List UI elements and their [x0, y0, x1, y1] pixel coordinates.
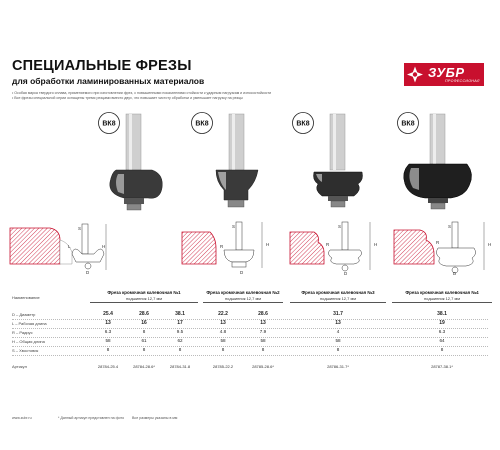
g4c1-l: 19 — [439, 320, 445, 326]
feature-bullet-1-text: Особая марка твердого сплава, применяемого при изготовлении фрез, с повышенными показателями стойкости к ударным нагрузкам и износостойкости — [14, 91, 272, 95]
zubr-logo — [404, 63, 484, 86]
footer-units: Все размеры указаны в мм — [132, 416, 178, 420]
profile-diagram-3 — [284, 218, 392, 276]
group-1-subtitle: подшипник 12,7 мм — [126, 296, 162, 301]
footer-site: www.zubr.ru — [12, 416, 32, 420]
bk8-badge-2-icon — [191, 112, 213, 134]
group-4-title: Фреза кромочная калевочная №4 — [405, 290, 479, 295]
bk8-badge-4-text: ВК8 — [401, 120, 415, 128]
page-subtitle: для обработки ламинированных материалов — [12, 76, 205, 86]
g1c3-r: 9.5 — [176, 329, 184, 334]
g2c1-s: 8 — [221, 347, 225, 352]
diagram-3-s-label: S — [338, 224, 342, 229]
feature-bullet-1: • Особая марка твердого сплава, применяемого при изготовлении фрез, с повышенными показателями стойкости к ударным нагрузкам и износостойкости — [12, 91, 272, 95]
diagram-1-l-label: L — [68, 244, 71, 249]
diagram-2-d-label: D — [240, 270, 244, 275]
g1c1-d: 25.4 — [103, 311, 113, 317]
g4c1-h: 64 — [439, 338, 445, 343]
bk8-badge-2-text: ВК8 — [195, 120, 209, 128]
g4c1-article: 28787-38.1* — [431, 364, 453, 369]
group-3-subtitle: подшипник 12,7 мм — [320, 296, 356, 301]
g3c1-d: 31.7 — [333, 311, 343, 317]
g3c1-l: 13 — [335, 320, 341, 326]
row-label-diameter: D – Диаметр — [12, 312, 36, 317]
g3c1-s: 8 — [336, 347, 340, 352]
profile-diagram-4 — [390, 218, 498, 276]
feature-bullets — [12, 91, 392, 101]
g1c3-s: 8 — [178, 347, 182, 352]
diagram-1-h-label: H — [102, 244, 106, 249]
group-2-title: Фреза кромочная калевочная №2 — [206, 290, 280, 295]
row-label-name: Наименование — [12, 295, 40, 300]
g1c2-r: 8 — [142, 329, 146, 334]
g1c2-d: 28.6 — [139, 311, 149, 317]
group-4-subtitle: подшипник 12,7 мм — [424, 296, 460, 301]
page-title: СПЕЦИАЛЬНЫЕ ФРЕЗЫ — [12, 58, 192, 74]
bk8-badge-3-text: ВК8 — [296, 120, 310, 128]
diagram-4-h-label: H — [488, 242, 492, 247]
g3c1-h: 58 — [335, 338, 341, 343]
group-2-divider — [203, 302, 283, 303]
spec-group-1 — [90, 290, 198, 380]
diagram-3-r-label: R — [326, 242, 330, 247]
g1c2-l: 16 — [141, 320, 147, 326]
group-1-title: Фреза кромочная калевочная №1 — [107, 290, 181, 295]
diagram-2-s-label: S — [232, 224, 236, 229]
g1c2-article: 28784-28.6* — [133, 364, 155, 369]
g1c3-l: 17 — [177, 320, 183, 326]
group-1-divider — [90, 302, 198, 303]
g4c1-s: 8 — [440, 347, 444, 352]
g3c1-article: 28786-31.7* — [327, 364, 349, 369]
g2c1-h: 58 — [220, 338, 226, 343]
diagram-2-h-label: H — [266, 242, 270, 247]
diagram-2-r-label: R — [220, 244, 224, 249]
g1c1-l: 13 — [105, 320, 111, 326]
g1c1-r: 6.3 — [104, 329, 112, 334]
logo-subtext: ПРОФЕССИОНАЛ — [445, 79, 480, 83]
g2c1-article: 28785-22.2 — [212, 364, 234, 369]
g1c2-s: 8 — [142, 347, 146, 352]
spec-group-2 — [203, 290, 283, 380]
bk8-badge-1-text: ВК8 — [102, 120, 116, 128]
profile-diagram-1 — [2, 218, 110, 276]
profile-diagram-2 — [176, 218, 284, 276]
g2c2-d: 28.6 — [258, 311, 268, 317]
g4c1-r: 6.3 — [438, 329, 446, 334]
row-label-radius: R – Радиус — [12, 330, 33, 335]
g1c3-h: 62 — [177, 338, 183, 343]
g1c1-article: 28784-25.4 — [97, 364, 119, 369]
g2c1-d: 22.2 — [218, 311, 228, 317]
g2c2-h: 58 — [260, 338, 266, 343]
g1c2-h: 61 — [141, 338, 147, 343]
g2c2-article: 28785-28.6* — [252, 364, 274, 369]
bk8-badge-4-icon — [397, 112, 419, 134]
spec-group-3 — [290, 290, 386, 380]
logo-text: ЗУБР — [428, 65, 465, 80]
bk8-badge-1-icon — [98, 112, 120, 134]
feature-bullet-2: • Все фрезы специальной серии оснащены тремя резцами вместо двух, что повышает чистоту обработки и уменьшает нагрузку на резцы — [12, 95, 243, 100]
group-3-title: Фреза кромочная калевочная №3 — [301, 290, 375, 295]
row-label-shank: S – Хвостовик — [12, 348, 39, 353]
g4c1-d: 38.1 — [437, 311, 447, 317]
g2c2-s: 8 — [261, 347, 265, 352]
g1c3-d: 38.1 — [175, 311, 185, 317]
row-label-total-length: H – Общая длина — [12, 339, 45, 344]
diagram-1-s-label: S — [78, 226, 82, 231]
diagram-3-d-label: D — [344, 271, 348, 276]
g2c1-r: 4.8 — [219, 329, 227, 334]
row-label-working-length: L – Рабочая длина — [12, 321, 47, 326]
diagram-4-d-label: D — [453, 271, 457, 276]
g1c1-s: 8 — [106, 347, 110, 352]
g2c2-r: 7.9 — [259, 329, 267, 334]
diagram-4-r-label: R — [436, 240, 440, 245]
g3c1-r: 4 — [336, 329, 340, 334]
spec-group-4 — [392, 290, 492, 380]
feature-bullet-2-text: Все фрезы специальной серии оснащены тремя резцами вместо двух, что повышает чистоту обработки и уменьшает нагрузку на резцы — [14, 95, 243, 100]
diagram-3-h-label: H — [374, 242, 378, 247]
g2c2-l: 13 — [260, 320, 266, 326]
g1c3-article: 28784-31.8 — [169, 364, 191, 369]
group-4-divider — [392, 302, 492, 303]
footer-note: * Данный артикул представлен на фото — [58, 416, 125, 420]
diagram-1-d-label: D — [86, 270, 90, 275]
group-2-subtitle: подшипник 12,7 мм — [225, 296, 261, 301]
diagram-4-s-label: S — [448, 224, 452, 229]
group-3-divider — [290, 302, 386, 303]
g1c1-h: 58 — [105, 338, 111, 343]
row-label-article: Артикул — [12, 364, 27, 369]
g2c1-l: 13 — [220, 320, 226, 326]
bk8-badge-3-icon — [292, 112, 314, 134]
